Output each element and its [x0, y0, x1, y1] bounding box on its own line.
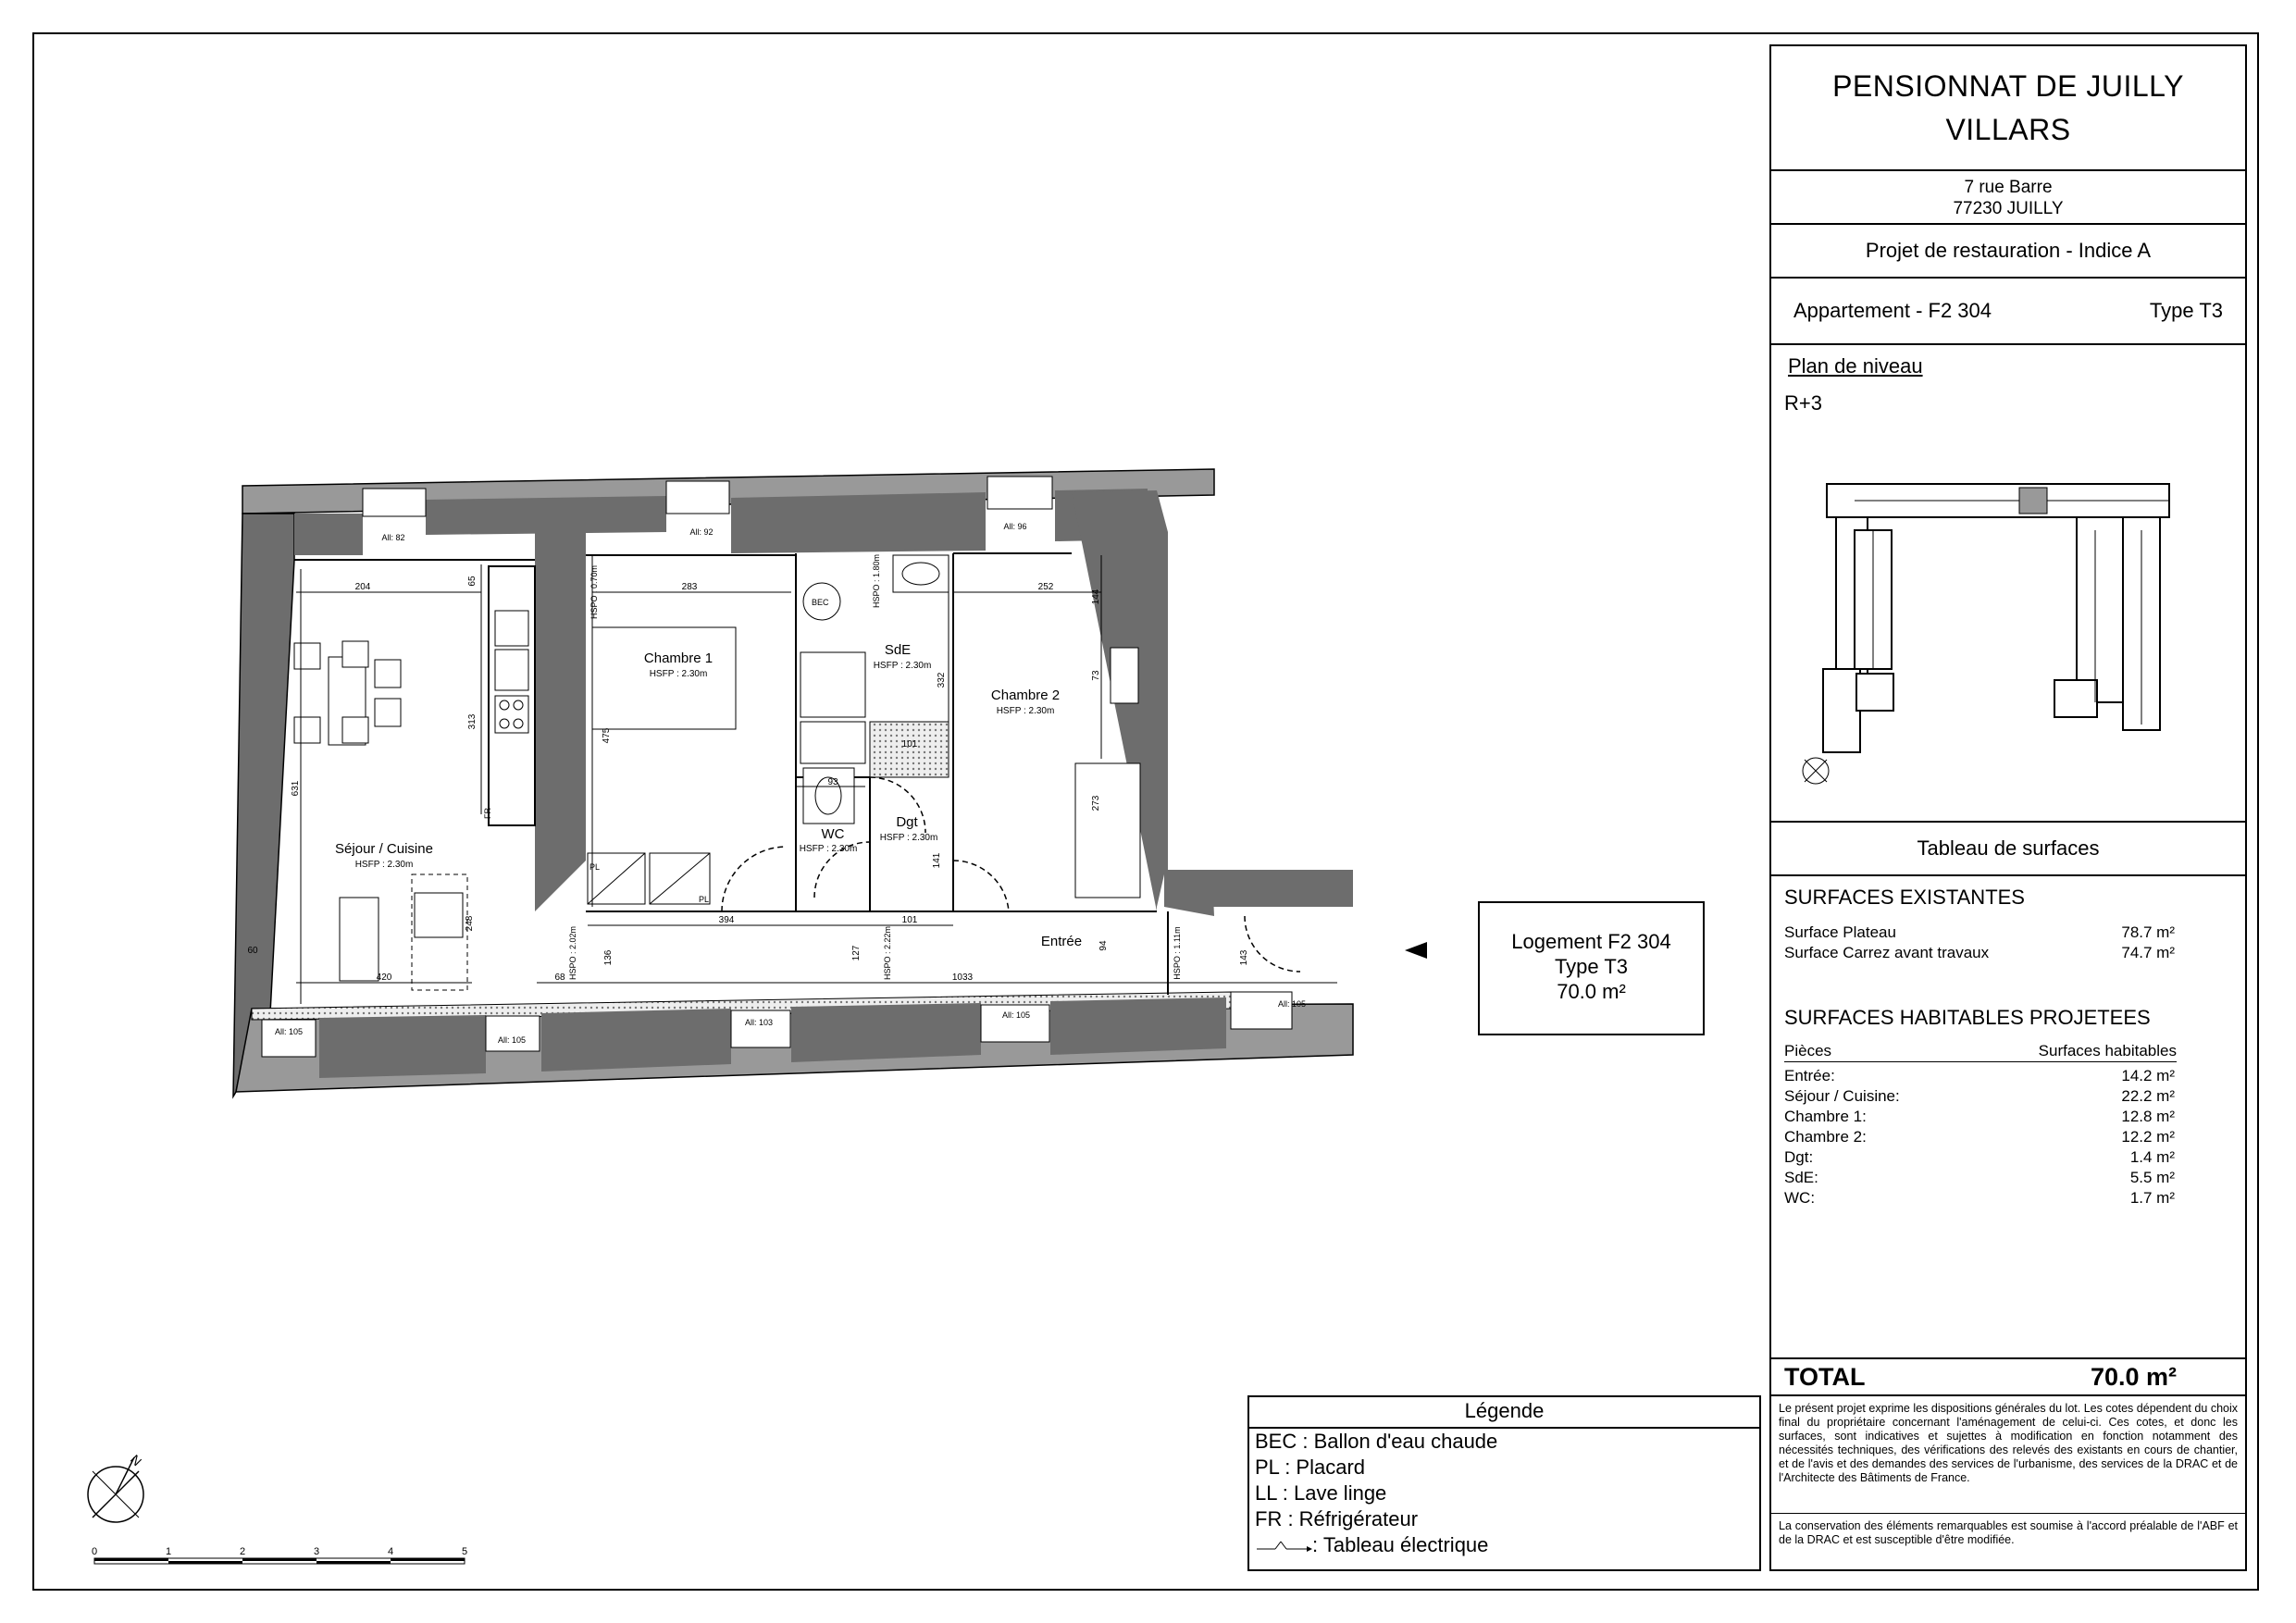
fixture-label-bec: BEC — [812, 598, 829, 607]
room-label: Chambre 2: — [1784, 1128, 1867, 1146]
window-top-2 — [666, 481, 729, 514]
surfaces-cell — [1771, 876, 2245, 1359]
phase-cell — [1771, 225, 2245, 279]
dim-631: 631 — [291, 780, 301, 797]
scale-0: 0 — [91, 1546, 98, 1557]
address-line-1: 7 rue Barre — [1964, 178, 2053, 197]
dim-65: 65 — [467, 576, 478, 587]
room-label-wc: WC — [821, 826, 845, 842]
scale-5: 5 — [461, 1546, 468, 1557]
legend-item-ll: LL : Lave linge — [1255, 1481, 1387, 1505]
shower — [800, 652, 865, 717]
logement-line-2: Type T3 — [1554, 955, 1629, 978]
pointer-arrow-icon — [1405, 942, 1427, 959]
room-value: 14.2 m² — [2121, 1067, 2175, 1084]
scale-2: 2 — [239, 1546, 246, 1557]
room-value: 5.5 m² — [2129, 1169, 2175, 1186]
room-height-chambre-1: HSFP : 2.30m — [649, 669, 708, 679]
north-arrow-icon — [88, 1452, 144, 1522]
rooms-header — [1784, 1041, 2177, 1062]
dim-68: 68 — [554, 973, 565, 983]
room-label-chambre-2: Chambre 2 — [990, 688, 1061, 703]
room-value: 12.8 m² — [2121, 1108, 2175, 1125]
dim-94: 94 — [1098, 940, 1109, 951]
room-label: SdE: — [1784, 1169, 1818, 1186]
window-top-1 — [363, 489, 426, 516]
interior-wall-1 — [535, 514, 586, 911]
dim-332: 332 — [937, 672, 947, 688]
total-cell — [1771, 1359, 2245, 1396]
chair-2 — [342, 641, 368, 667]
dim-313: 313 — [467, 713, 478, 730]
lounge-table — [340, 898, 379, 981]
apartment-type: Type T3 — [2149, 299, 2223, 322]
dim-144: 144 — [1091, 588, 1101, 605]
scale-4: 4 — [387, 1546, 394, 1557]
fixture-label-pl-2: PL — [699, 895, 710, 904]
existing-heading: SURFACES EXISTANTES — [1784, 886, 2025, 909]
room-row — [1784, 1168, 2175, 1188]
cooktop — [495, 696, 528, 733]
window-label-4: All: 105 — [274, 1027, 304, 1036]
room-label-sde: SdE — [884, 642, 912, 658]
upper-wall-a — [294, 514, 363, 555]
key-plan — [1799, 475, 2188, 789]
chair-6 — [375, 699, 401, 726]
existing-value-2: 74.7 m² — [2121, 944, 2175, 961]
dim-127: 127 — [851, 945, 862, 961]
tile-strip — [870, 722, 949, 777]
scale-bar — [92, 1546, 467, 1564]
window-top-3 — [987, 477, 1052, 509]
room-row — [1784, 1107, 2175, 1127]
room-label: Entrée: — [1784, 1067, 1835, 1084]
total-value: 70.0 m² — [2090, 1363, 2177, 1391]
dim-204: 204 — [354, 582, 371, 592]
existing-label-2: Surface Carrez avant travaux — [1784, 944, 1990, 961]
dim-60: 60 — [247, 946, 258, 956]
project-subtitle: VILLARS — [1945, 113, 2071, 146]
chair-3 — [294, 717, 320, 743]
room-value: 22.2 m² — [2121, 1087, 2175, 1105]
legend-box — [1247, 1395, 1761, 1571]
right-wall-tail — [1166, 870, 1353, 907]
col-surfaces: Surfaces habitables — [2038, 1042, 2177, 1059]
window-label-8: All: 105 — [1277, 999, 1307, 1009]
dim-248: 248 — [465, 915, 475, 932]
hspo-note-2: HSPO : 1.80m — [872, 553, 881, 609]
window-bottom-1 — [262, 1020, 316, 1057]
hspo-note-3: HSPO : 2.02m — [568, 925, 577, 981]
desk-chambre-2 — [1111, 648, 1138, 703]
apartment-label: Appartement - F2 304 — [1793, 299, 1992, 322]
dim-420: 420 — [376, 973, 392, 983]
window-label-6: All: 103 — [744, 1018, 774, 1027]
room-label: Chambre 1: — [1784, 1108, 1867, 1125]
dim-136: 136 — [603, 949, 614, 966]
window-bottom-3 — [731, 1010, 790, 1047]
room-height-sde: HSFP : 2.30m — [873, 661, 932, 671]
plan-cell — [1771, 345, 2245, 823]
sofa-cushion — [415, 893, 463, 937]
projected-heading: SURFACES HABITABLES PROJETEES — [1784, 1006, 2151, 1029]
window-label-1: All: 82 — [381, 533, 405, 542]
room-label: Séjour / Cuisine: — [1784, 1087, 1900, 1105]
dim-475: 475 — [602, 727, 612, 744]
bottom-wall-b — [541, 1009, 731, 1072]
total-label: TOTAL — [1784, 1363, 1866, 1391]
room-label: WC: — [1784, 1189, 1816, 1207]
chair-1 — [294, 643, 320, 669]
room-row — [1784, 1127, 2175, 1147]
room-row — [1784, 1188, 2175, 1208]
legend-item-pl: PL : Placard — [1255, 1456, 1366, 1479]
surface-table-title: Tableau de surfaces — [1917, 836, 2100, 860]
window-bottom-2 — [486, 1016, 540, 1051]
bottom-wall-d — [1050, 997, 1226, 1055]
room-value: 1.7 m² — [2129, 1189, 2175, 1207]
project-name: PENSIONNAT DE JUILLY — [1832, 69, 2184, 103]
hspo-note-4: HSPO : 2.22m — [883, 925, 892, 981]
title-cell — [1771, 46, 2245, 171]
legend-item-tableau-label: : Tableau électrique — [1312, 1533, 1489, 1556]
title-block — [1769, 44, 2247, 1571]
window-label-5: All: 105 — [497, 1035, 527, 1045]
room-value: 1.4 m² — [2129, 1148, 2175, 1166]
room-label-dgt: Dgt — [896, 814, 918, 830]
bottom-wall-a — [319, 1015, 486, 1078]
col-rooms: Pièces — [1784, 1042, 1832, 1059]
washer — [800, 722, 865, 763]
hspo-note-1: HSPO : 0.70m — [590, 564, 599, 620]
electric-panel-icon — [1255, 1538, 1312, 1553]
sink-2 — [495, 650, 528, 690]
scale-3: 3 — [313, 1546, 320, 1557]
chair-5 — [375, 660, 401, 688]
room-row — [1784, 1147, 2175, 1168]
dim-141: 141 — [932, 852, 942, 869]
address-line-2: 77230 JUILLY — [1953, 199, 2064, 218]
dim-143: 143 — [1239, 949, 1249, 966]
legend-title: Légende — [1249, 1397, 1759, 1429]
legend-item-tableau — [1249, 1532, 1759, 1558]
surface-table-title-cell — [1771, 823, 2245, 876]
room-label: Dgt: — [1784, 1148, 1814, 1166]
window-bottom-5 — [1231, 992, 1292, 1029]
dim-101-bottom: 101 — [901, 915, 918, 925]
disclaimer-text-2: La conservation des éléments remarquables est soumise à l'accord préalable de l'ABF et de la DRAC et est susceptible d'être modifiée. — [1779, 1519, 2238, 1546]
apartment-cell — [1771, 279, 2245, 345]
dim-394: 394 — [718, 915, 735, 925]
dim-252: 252 — [1037, 582, 1054, 592]
legend-item-fr: FR : Réfrigérateur — [1255, 1507, 1419, 1530]
disclaimer-text-1: Le présent projet exprime les dispositions générales du lot. Les cotes dépendent du choix final du propriétaire concernant l'aménagement de celui-ci. Ces cotes, et donc les surfaces, sont indicatives et sujettes à modification en fonction notamment des nécessités techniques, des vérifications des relevés des existants en cours de chantier, et de l'avis et des demandes des services de l'urbanisme, des services de la DRAC et de l'Architecte des Bâtiments de France. — [1779, 1402, 2238, 1484]
logement-summary-box — [1478, 901, 1705, 1035]
plan-label: Plan de niveau — [1788, 354, 1923, 378]
hspo-note-5: HSPO : 1.11m — [1173, 926, 1182, 980]
key-plan-north-icon — [1803, 758, 1829, 784]
disclaimer-cell — [1771, 1396, 2245, 1514]
fixture-label-pl-1: PL — [590, 862, 601, 872]
level-label: R+3 — [1784, 391, 1822, 415]
dim-73: 73 — [1091, 670, 1101, 681]
dim-283: 283 — [681, 582, 698, 592]
room-row — [1784, 1086, 2175, 1107]
logement-line-1: Logement F2 304 — [1511, 930, 1671, 953]
room-height-dgt: HSFP : 2.30m — [879, 833, 938, 843]
key-plan-highlight — [2019, 488, 2047, 514]
dim-1033: 1033 — [951, 973, 974, 983]
room-label-entree: Entrée — [1040, 934, 1083, 949]
logement-line-3: 70.0 m² — [1557, 980, 1626, 1003]
basin — [893, 555, 949, 592]
room-row — [1784, 1066, 2175, 1086]
dim-93: 93 — [827, 777, 838, 787]
upper-wall-c — [731, 492, 986, 553]
fixture-label-fr: FR — [483, 808, 492, 819]
room-height-wc: HSFP : 2.30m — [799, 844, 858, 854]
bed-chambre-2 — [1075, 763, 1140, 898]
room-height-sejour: HSFP : 2.30m — [354, 860, 414, 870]
existing-label-1: Surface Plateau — [1784, 923, 1896, 941]
existing-row-1 — [1784, 923, 2175, 943]
address-cell — [1771, 171, 2245, 225]
window-label-3: All: 96 — [1003, 522, 1027, 531]
existing-row-2 — [1784, 943, 2175, 963]
north-label: N — [127, 1451, 145, 1469]
chair-4 — [342, 717, 368, 743]
room-value: 12.2 m² — [2121, 1128, 2175, 1146]
scale-1: 1 — [165, 1546, 172, 1557]
legend-item-bec: BEC : Ballon d'eau chaude — [1255, 1430, 1498, 1453]
existing-value-1: 78.7 m² — [2121, 923, 2175, 941]
sink — [495, 611, 528, 646]
dim-273: 273 — [1091, 795, 1101, 812]
room-label-sejour: Séjour / Cuisine — [335, 841, 433, 857]
wc-fixture — [803, 768, 854, 824]
conservation-cell — [1771, 1514, 2245, 1569]
phase-text: Projet de restauration - Indice A — [1865, 239, 2152, 262]
window-label-2: All: 92 — [689, 527, 714, 537]
room-label-chambre-1: Chambre 1 — [643, 650, 714, 666]
dim-101-top: 101 — [901, 739, 918, 750]
bottom-wall-c — [791, 1003, 981, 1062]
room-height-chambre-2: HSFP : 2.30m — [996, 706, 1055, 716]
window-label-7: All: 105 — [1001, 1010, 1031, 1020]
